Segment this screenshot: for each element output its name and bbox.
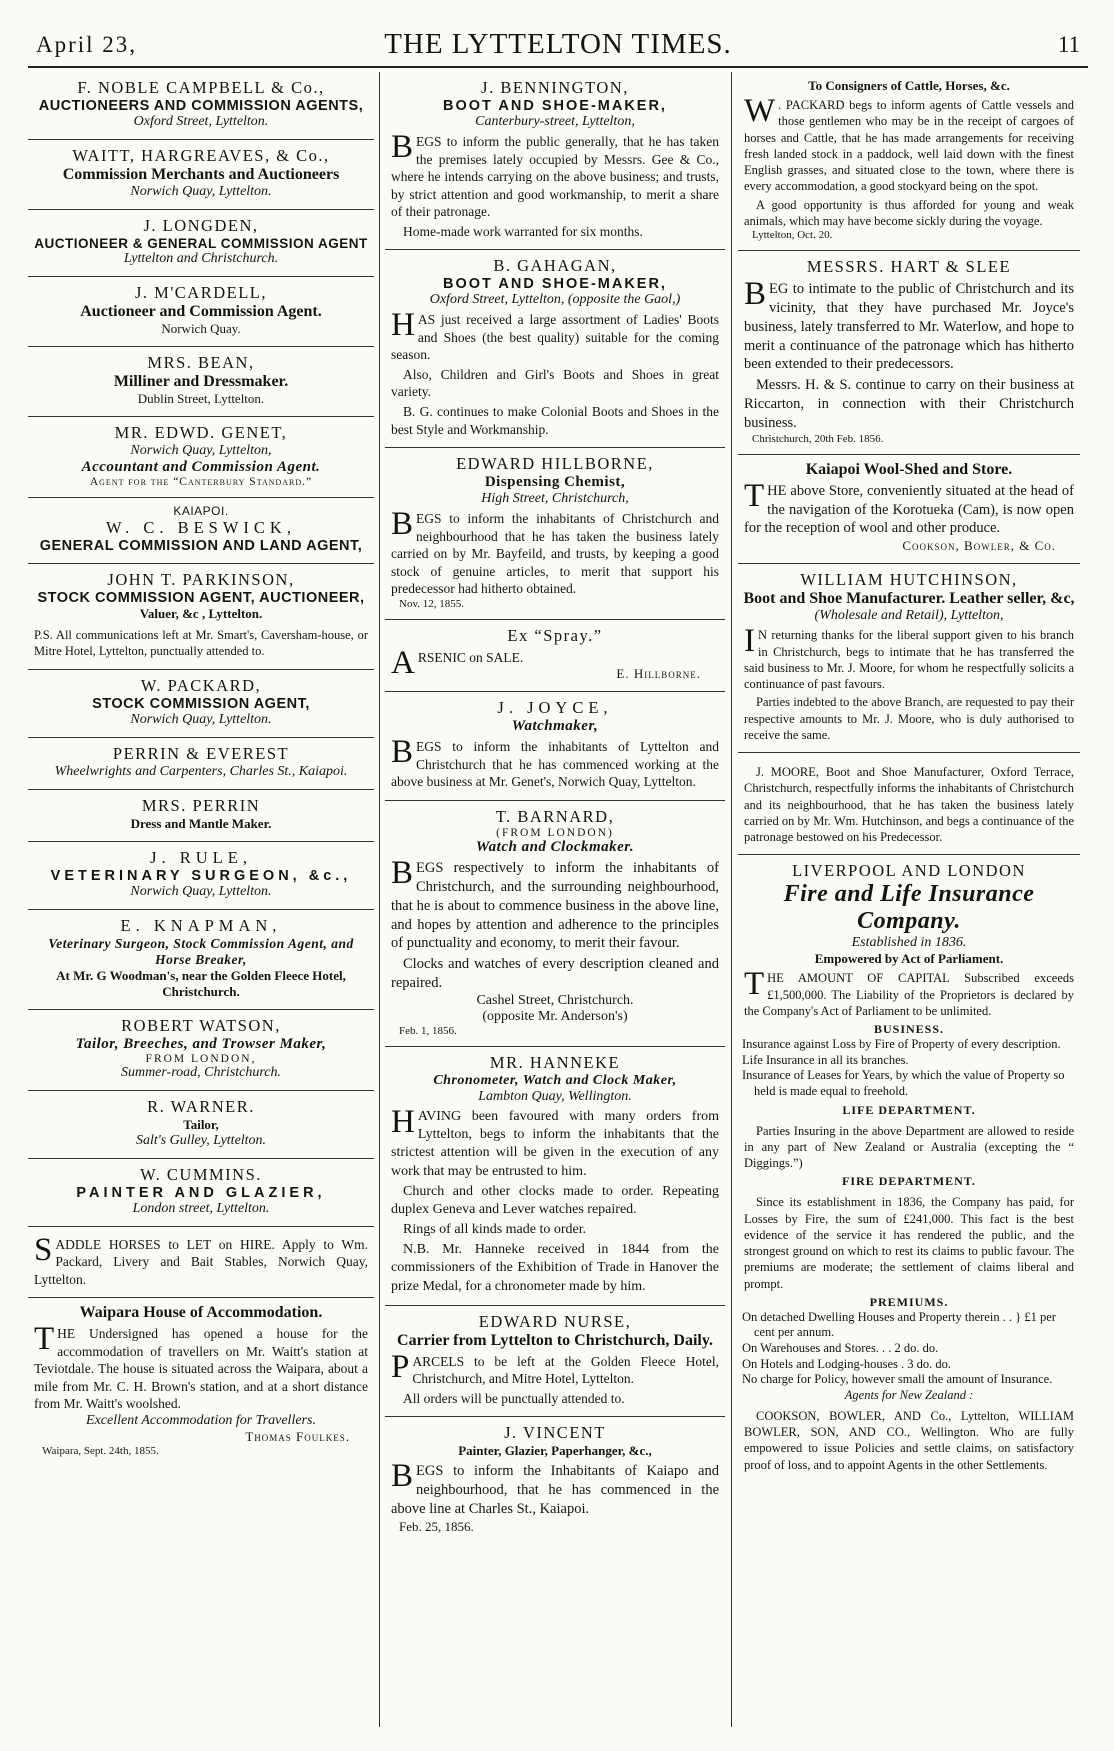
column-1: [28, 72, 374, 1727]
ad-nurse: EDWARD NURSE, Carrier from Lyttelton to Christchurch, Daily. PARCELS to be left at the Golden Fleece Hotel, Christchurch, and Mitre Hotel, Lyttelton. All orders will be punctually attended to.: [385, 1306, 725, 1418]
ad-beswick: KAIAPOI. W. C. BESWICK, GENERAL COMMISSION AND LAND AGENT,: [28, 498, 374, 564]
column-3: [738, 72, 1080, 1727]
ad-bean: MRS. BEAN, Milliner and Dressmaker. Dublin Street, Lyttelton.: [28, 347, 374, 417]
ad-spray-arsenic: Ex “Spray.” ARSENIC on SALE. E. Hillborne.: [385, 620, 725, 693]
column-rule: [731, 72, 732, 1727]
issue-date: April 23,: [36, 32, 138, 57]
ad-saddle-horses: SADDLE HORSES to LET on HIRE. Apply to Wm. Packard, Livery and Bait Stables, Norwich Quay, Lyttelton.: [28, 1227, 374, 1299]
ad-vincent: J. VINCENT Painter, Glazier, Paperhanger, &c., BEGS to inform the Inhabitants of Kaiapo and neighbourhood, that he has commenced in the above line at Charles St., Kaiapoi. Feb. 25, 1856.: [391, 1423, 719, 1534]
ad-perrin-everest: PERRIN & EVEREST Wheelwrights and Carpenters, Charles St., Kaiapoi.: [28, 738, 374, 790]
ad-watson: ROBERT WATSON, Tailor, Breeches, and Trowser Maker, FROM LONDON, Summer-road, Christchurch.: [28, 1010, 374, 1091]
ad-hillborne: EDWARD HILLBORNE, Dispensing Chemist, High Street, Christchurch, BEGS to inform the inhabitants of Christchurch and neighbourhood that he has taken the business lately carried on by Mr. Bayfeild, and trusts, by keeping a good stock of genuine articles, to merit that support his predecessor had hitherto obtained. Nov. 12, 1855.: [385, 448, 725, 620]
ad-cummins: W. CUMMINS. PAINTER AND GLAZIER, London street, Lyttelton.: [28, 1159, 374, 1227]
ad-campbell: F. NOBLE CAMPBELL & Co., AUCTIONEERS AND COMMISSION AGENTS, Oxford Street, Lyttelton.: [28, 72, 374, 140]
ad-bennington: J. BENNINGTON, BOOT AND SHOE-MAKER, Canterbury-street, Lyttelton, BEGS to inform the public generally, that he has taken the premises lately occupied by Messrs. Gee & Co., where he intends carrying on the above business; and trusts, by strict attention and good workmanship, to merit a share of their patronage. Home-made work warranted for six months.: [385, 72, 725, 250]
newspaper-title: THE LYTTELTON TIMES.: [384, 28, 732, 60]
ad-waitt: WAITT, HARGREAVES, & Co., Commission Merchants and Auctioneers Norwich Quay, Lyttelton.: [28, 140, 374, 210]
ad-joyce: J. JOYCE, Watchmaker, BEGS to inform the inhabitants of Lyttelton and Christchurch that he has commenced working at the above business at Mr. Genet's, Norwich Quay, Lyttelton.: [385, 692, 725, 801]
ad-genet: MR. EDWD. GENET, Norwich Quay, Lyttelton, Accountant and Commission Agent. Agent for the “Canterbury Standard.”: [28, 417, 374, 498]
ad-knapman: E. KNAPMAN, Veterinary Surgeon, Stock Commission Agent, and Horse Breaker, At Mr. G Woodman's, near the Golden Fleece Hotel, Christchurch.: [28, 910, 374, 1010]
ad-consigners: To Consigners of Cattle, Horses, &c. W . PACKARD begs to inform agents of Cattle vessels and those gentlemen who may be in the receipt of cargoes of horses and Cattle, that he has made arrangements for receiving fresh landed stock in a paddock, well laid down with the finest English grasses, and situated close to the town, where there is every accommodation, a good stockyard being on the spot. A good opportunity is thus afforded for young and weak animals, which may have become sickly during the voyage. Lyttelton, Oct. 20.: [738, 72, 1080, 251]
ad-longden: J. LONGDEN, AUCTIONEER & GENERAL COMMISSION AGENT Lyttelton and Christchurch.: [28, 210, 374, 277]
ad-waipara-house: Waipara House of Accommodation. THE Undersigned has opened a house for the accommodation of travellers on Mr. Waitt's station at Teviotdale. The house is situated across the Waipara, about a mile from Mr. C. H. Brown's station, and at a short distance from Mr. Waitt's woolshed. Excellent Accommodation for Travellers. Thomas Foulkes. Waipara, Sept. 24th, 1855.: [34, 1304, 368, 1457]
page-number: 11: [1057, 32, 1080, 57]
ad-liverpool-london: LIVERPOOL AND LONDON Fire and Life Insurance Company. Established in 1836. Empowered by Act of Parliament. THE AMOUNT OF CAPITAL Subscribed exceeds £1,500,000. The Liability of the Proprietors is declared by the Company's Act of Parliament to be unlimited. BUSINESS. Insurance against Loss by Fire of Property of every description. Life Insurance in all its branches. Insurance of Leases for Years, by which the value of Property so held is made equal to freehold. LIFE DEPARTMENT. Parties Insuring in the above Department are allowed to reside in any part of New Zealand or Australia (excepting the “ Diggings.”) FIRE DEPARTMENT. Since its establishment in 1836, the Company has paid, for Losses by Fire, the sum of £241,000. This fact is the best evidence of the service it has rendered the public, and the strongest ground on which to rest its claims to public favour. The premiums are moderate; the settlement of claims liberal and prompt. PREMIUMS. On detached Dwelling Houses and Property therein . . } £1 per cent per annum. On Warehouses and Stores. . . 2 do. do. On Hotels and Lodging-houses . 3 do. do. No charge for Policy, however small the amount of Insurance. Agents for New Zealand : COOKSON, BOWLER, AND Co., Lyttelton, WILLIAM BOWLER, SON, AND CO., Wellington. Who are fully empowered to issue Policies and settle claims, on satisfactory proof of loss, and to appoint Agents in the other Settlements.: [742, 861, 1074, 1472]
ad-kaiapoi-woolshed: Kaiapoi Wool-Shed and Store. THE above Store, conveniently situated at the head of the navigation of the Korotueka (Cam), is now open for the reception of wool and other produce. Cookson, Bowler, & Co.: [738, 455, 1080, 565]
ad-hart-slee: MESSRS. HART & SLEE BEG to intimate to the public of Christchurch and its vicinity, that they have purchased Mr. Joyce's business, lately transferred to Mr. Waterlow, and hope to merit a continuance of the patronage which has hitherto been extended to their predecessors. Messrs. H. & S. continue to carry on their business at Riccarton, in connection with their Christchurch business. Christchurch, 20th Feb. 1856.: [738, 251, 1080, 455]
ad-packard: W. PACKARD, STOCK COMMISSION AGENT, Norwich Quay, Lyttelton.: [28, 670, 374, 738]
masthead: [28, 28, 1088, 68]
ad-moore: J. MOORE, Boot and Shoe Manufacturer, Oxford Terrace, Christchurch, respectfully informs the inhabitants of Christchurch and its neighbourhood, that he has taken the business lately carried on by Mr. Wm. Hutchinson, and begs a continuance of the patronage bestowed on his Predecessor.: [738, 753, 1080, 855]
ad-gahagan: B. GAHAGAN, BOOT AND SHOE-MAKER, Oxford Street, Lyttelton, (opposite the Gaol,) HAS just received a large assortment of Ladies' Boots and Shoes (the best quality) suitable for the coming season. Also, Children and Girl's Boots and Shoes in great variety. B. G. continues to make Colonial Boots and Shoes in the best Style and Workmanship.: [385, 250, 725, 448]
column-2: [385, 72, 725, 1727]
ad-mrs-perrin: MRS. PERRIN Dress and Mantle Maker.: [28, 790, 374, 842]
ad-hanneke: MR. HANNEKE Chronometer, Watch and Clock Maker, Lambton Quay, Wellington. HAVING been favoured with many orders from Lyttelton, begs to inform the inhabitants that the strictest attention will be given in the execution of any work that may be entrusted to him. Church and other clocks made to order. Repeating duplex Geneva and Lever watches repaired. Rings of all kinds made to order. N.B. Mr. Hanneke received in 1844 from the commissioners of the Exhibition of Trade in Hanover the prize Medal, for a chronometer made by him.: [385, 1047, 725, 1306]
column-rule: [379, 72, 380, 1727]
ad-barnard: T. BARNARD, (FROM LONDON) Watch and Clockmaker. BEGS respectively to inform the inhabitants of Christchurch, and the surrounding neighbourhood, that he is about to commence business in the above line, and hopes by attention and adherence to the principles of punctuality and economy, to merit their favour. Clocks and watches of every description cleaned and repaired. Cashel Street, Christchurch. (opposite Mr. Anderson's) Feb. 1, 1856.: [385, 801, 725, 1047]
ad-mcardell: J. M'CARDELL, Auctioneer and Commission Agent. Norwich Quay.: [28, 277, 374, 347]
ad-rule: J. RULE, VETERINARY SURGEON, &c., Norwich Quay, Lyttelton.: [28, 842, 374, 910]
ad-warner: R. WARNER. Tailor, Salt's Gulley, Lyttelton.: [28, 1091, 374, 1159]
ad-hutchinson: WILLIAM HUTCHINSON, Boot and Shoe Manufacturer. Leather seller, &c, (Wholesale and Retail), Lyttelton, I N returning thanks for the liberal support given to his branch in Christchurch, begs to intimate that he has transferred the said business to Mr. J. Moore, for whom he respectfully solicits a continuance of past favours. Parties indebted to the above Branch, are requested to pay their respective amounts to Mr. J. Moore, who is duly authorised to receive the same.: [738, 564, 1080, 753]
ad-parkinson: JOHN T. PARKINSON, STOCK COMMISSION AGENT, AUCTIONEER, Valuer, &c , Lyttelton. P.S. All communications left at Mr. Smart's, Caversham-house, or Mitre Hotel, Lyttelton, punctually attended to.: [28, 564, 374, 670]
